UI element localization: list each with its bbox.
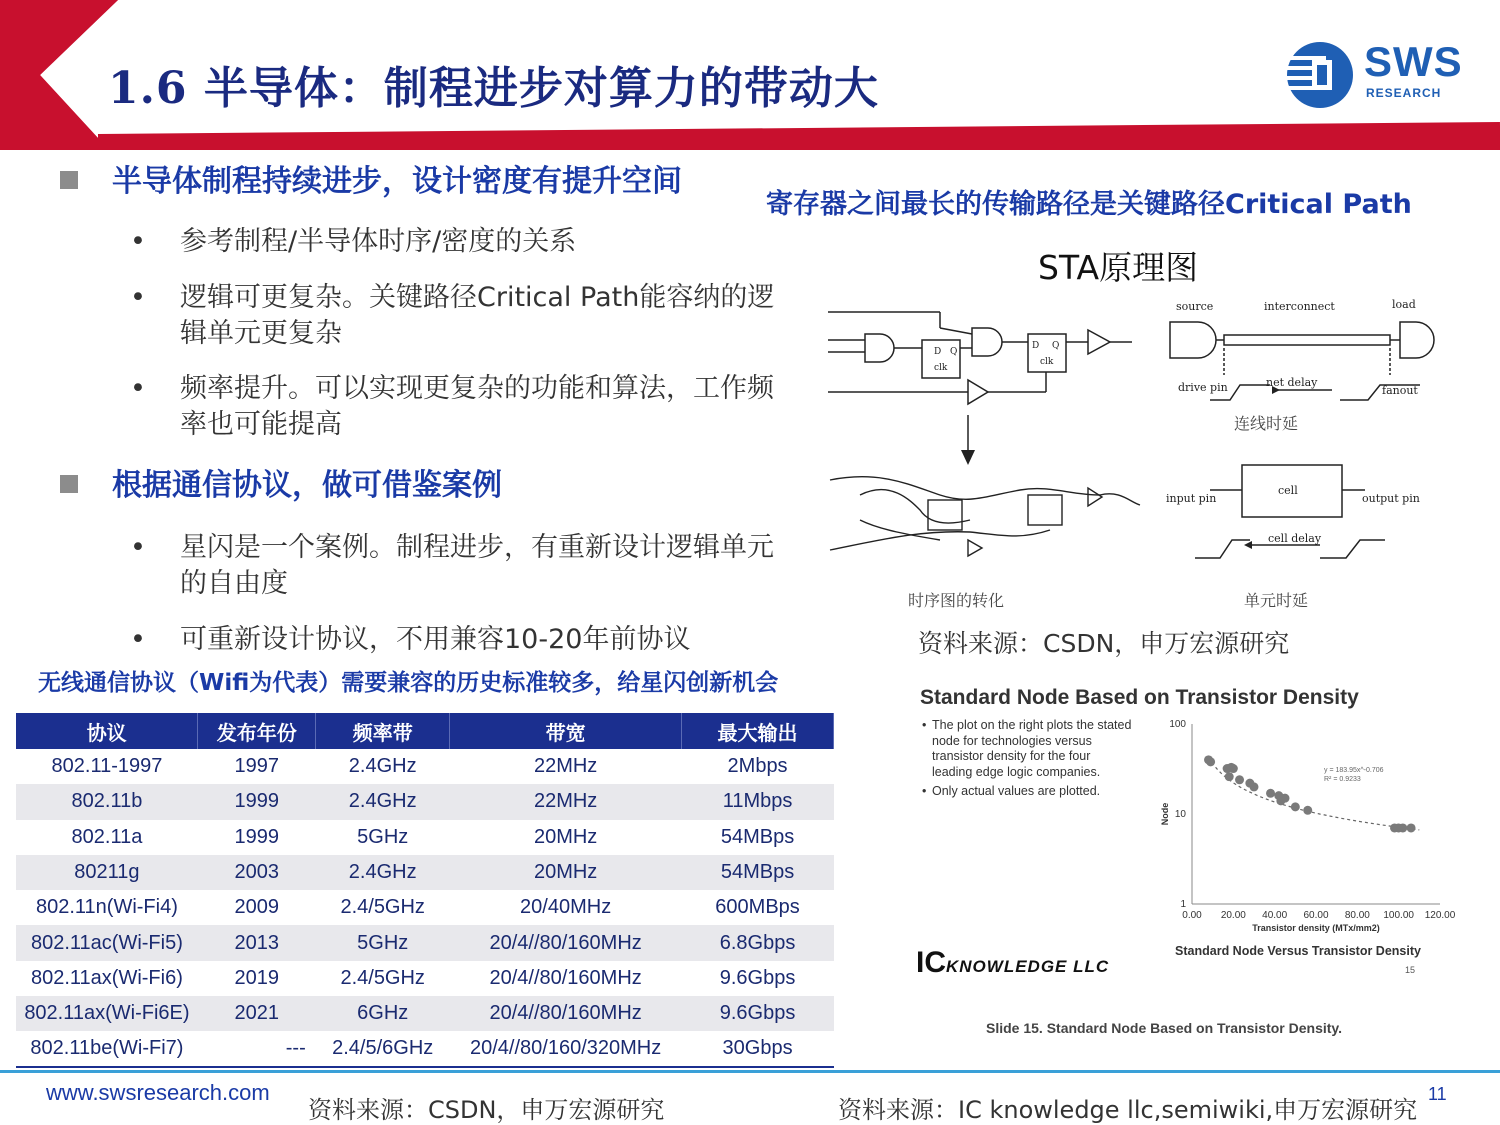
data-point [1229,764,1238,773]
table-cell: 2003 [198,855,316,890]
chart-caption: Standard Node Versus Transistor Density [1175,944,1421,958]
logo-mark-icon [1282,38,1358,112]
table-row [16,855,834,890]
chart-slide-number: 15 [1404,965,1415,975]
x-tick-label: 120.00 [1424,910,1456,921]
trend-equation: y = 183.95x^-0.706 [1324,767,1384,774]
sws-logo [1282,38,1472,112]
table-cell: 6.8Gbps [682,925,834,960]
table-cell: 9.6Gbps [719,966,796,989]
sta-diagram [820,290,1450,620]
table-cell: 2.4GHz [316,784,450,819]
x-tick-label: 20.00 [1220,910,1246,921]
svg-text:fanout: fanout [1382,384,1418,397]
table-cell: 802.11ac(Wi-Fi5) [16,925,198,960]
table-cell: 802.11-1997 [51,755,163,778]
table-cell: 5GHz [316,925,450,960]
table-cell: 802.11n(Wi-Fi4) [35,896,178,919]
slide-title: 1.6 半导体：制程进步对算力的带动大 [108,63,879,114]
table-cell: 1997 [234,755,280,778]
table-row [16,820,834,855]
logo-text: SWS [1364,38,1463,85]
table-row [16,961,834,996]
slide-caption: Slide 15. Standard Node Based on Transistor Density. [986,1020,1343,1036]
table-cell: 20/40MHz [520,896,612,919]
table-cell: 802.11be(Wi-Fi7) [16,1031,198,1066]
svg-text:drive pin: drive pin [1178,381,1228,394]
y-axis-label: Node [1160,802,1170,826]
ic-knowledge-logo: ICKNOWLEDGE LLC [916,946,1110,979]
transistor-density-chart [910,680,1456,1050]
data-point [1225,772,1234,781]
x-axis-label: Transistor density (MTx/mm2) [1252,923,1380,933]
list-item: • 逻辑可更复杂。关键路径Critical Path能容纳的逻辑单元更复杂 [130,282,775,349]
svg-text:interconnect: interconnect [1264,300,1335,313]
table-cell: 2.4GHz [316,855,450,890]
svg-text:net delay: net delay [1266,376,1318,389]
table-cell: 11Mbps [682,784,834,819]
footer-source-left: 资料来源：CSDN，申万宏源研究 [308,1096,665,1124]
bullet-dot: • [130,624,146,655]
table-cell: 22MHz [450,784,682,819]
chart-note: • The plot on the right plots the stated node for technologies versus transistor density for the four leading edge logic companies. [922,718,1132,780]
list-item: • 星闪是一个案例。制程进步，有重新设计逻辑单元的自由度 [130,532,774,599]
table-cell: 20/4//80/160MHz [450,996,682,1031]
data-point [1235,775,1244,784]
svg-text:output pin: output pin [1362,492,1420,505]
data-point [1303,806,1312,815]
svg-text:clk: clk [934,363,948,373]
square-bullet-icon [60,171,78,189]
table-cell: 54MBps [720,825,795,848]
svg-text:连线时延: 连线时延 [1234,414,1299,433]
svg-text:Q: Q [950,347,958,357]
column-header: 带宽 [450,713,682,749]
table-cell: 2.4/5GHz [340,966,425,989]
table-row [16,996,834,1031]
table-cell: 802.11a [71,825,143,848]
table-title: 无线通信协议（Wifi为代表）需要兼容的历史标准较多，给星闪创新机会 [38,670,779,696]
svg-text:source: source [1176,300,1214,313]
y-tick-label: 100 [1169,719,1186,730]
column-header: 最大输出 [682,713,834,749]
chart-note: • Only actual values are plotted. [922,784,1132,800]
table-cell: 54MBps [682,855,834,890]
bullet-heading-1: 半导体制程持续进步，设计密度有提升空间 [60,156,682,200]
table-cell: 2013 [198,925,316,960]
table-cell: 9.6Gbps [682,996,834,1031]
svg-text:D: D [934,347,942,357]
footer-url-link[interactable]: www.swsresearch.com [46,1080,270,1105]
svg-text:Q: Q [1052,341,1060,351]
table-cell: 22MHz [533,755,598,778]
square-bullet-icon [60,475,78,493]
svg-text:时序图的转化: 时序图的转化 [908,591,1005,610]
footer-source-right: 资料来源：IC knowledge llc,semiwiki,申万宏源研究 [838,1096,1418,1124]
table-cell: 1999 [234,825,280,848]
trend-line [1209,758,1420,830]
table-cell: 20/4//80/160MHz [450,925,682,960]
column-header: 协议 [16,713,198,749]
table-cell: 20/4//80/160MHz [489,966,642,989]
svg-text:cell delay: cell delay [1268,532,1322,545]
table-cell: 2Mbps [727,755,788,778]
table-cell: 2.4GHz [348,755,417,778]
table-cell: 20/4//80/160/320MHz [450,1031,682,1066]
table-header-row [16,713,834,749]
sta-diagram-title: STA原理图 [1038,248,1199,287]
page-number: 11 [1428,1084,1447,1104]
data-point [1206,757,1215,766]
chart-title: Standard Node Based on Transistor Density [920,686,1359,709]
svg-text:单元时延: 单元时延 [1244,591,1309,610]
y-tick-label: 10 [1174,809,1186,820]
logo-subtext: RESEARCH [1366,86,1442,100]
table-cell: 80211g [16,855,198,890]
data-point [1250,782,1259,791]
table-row [16,925,834,960]
table-cell: 20MHz [450,855,682,890]
table-cell: 2019 [234,966,280,989]
list-item: • 频率提升。可以实现更复杂的功能和算法，工作频率也可能提高 [130,373,774,440]
bullet-dot: • [130,226,146,257]
x-tick-label: 40.00 [1262,910,1288,921]
x-tick-label: 0.00 [1182,910,1202,921]
source-note-sta: 资料来源：CSDN，申万宏源研究 [918,629,1290,658]
table-cell: 2021 [198,996,316,1031]
column-header: 发布年份 [198,713,316,749]
scatter-plot [910,680,1456,1050]
data-point [1281,794,1290,803]
bullet-heading-2: 根据通信协议，做可借鉴案例 [60,460,502,504]
data-point [1291,802,1300,811]
svg-text:input pin: input pin [1166,492,1217,505]
table-cell: 20MHz [533,825,598,848]
table-cell: 5GHz [357,825,409,848]
table-cell: 2.4/5/6GHz [316,1031,450,1066]
svg-text:cell: cell [1278,484,1298,497]
table-cell: 802.11ax(Wi-Fi6E) [16,996,198,1031]
footer-divider [0,1070,1500,1073]
table-row [16,1031,834,1066]
data-point [1398,823,1407,832]
bullet-dot: • [130,532,146,563]
x-tick-label: 60.00 [1303,910,1329,921]
list-item: • 可重新设计协议，不用兼容10-20年前协议 [130,622,800,658]
list-item: • 参考制程/半导体时序/密度的关系 [130,224,800,260]
table-cell: 802.11ax(Wi-Fi6) [30,966,183,989]
table-cell: 1999 [198,784,316,819]
table-row [16,749,834,784]
table-row [16,784,834,819]
wifi-protocol-table [16,713,834,1068]
column-header: 频率带 [316,713,450,749]
x-tick-label: 100.00 [1383,910,1414,921]
svg-text:load: load [1392,298,1416,311]
table-cell: 2.4/5GHz [340,896,425,919]
critical-path-title: 寄存器之间最长的传输路径是关键路径Critical Path [766,189,1412,220]
table-cell: --- [198,1031,316,1066]
y-tick-label: 1 [1180,899,1186,910]
table-cell: 30Gbps [682,1031,834,1066]
data-point [1407,823,1416,832]
r-squared: R² = 0.9233 [1324,776,1361,783]
table-row [16,890,834,925]
svg-text:clk: clk [1040,357,1054,367]
table-cell: 802.11b [16,784,198,819]
x-tick-label: 80.00 [1344,910,1370,921]
table-cell: 600MBps [715,896,800,919]
svg-text:D: D [1032,341,1040,351]
bullet-dot: • [130,373,146,404]
table-cell: 2009 [234,896,280,919]
table-cell: 6GHz [316,996,450,1031]
data-point [1266,789,1275,798]
bullet-dot: • [130,282,146,313]
